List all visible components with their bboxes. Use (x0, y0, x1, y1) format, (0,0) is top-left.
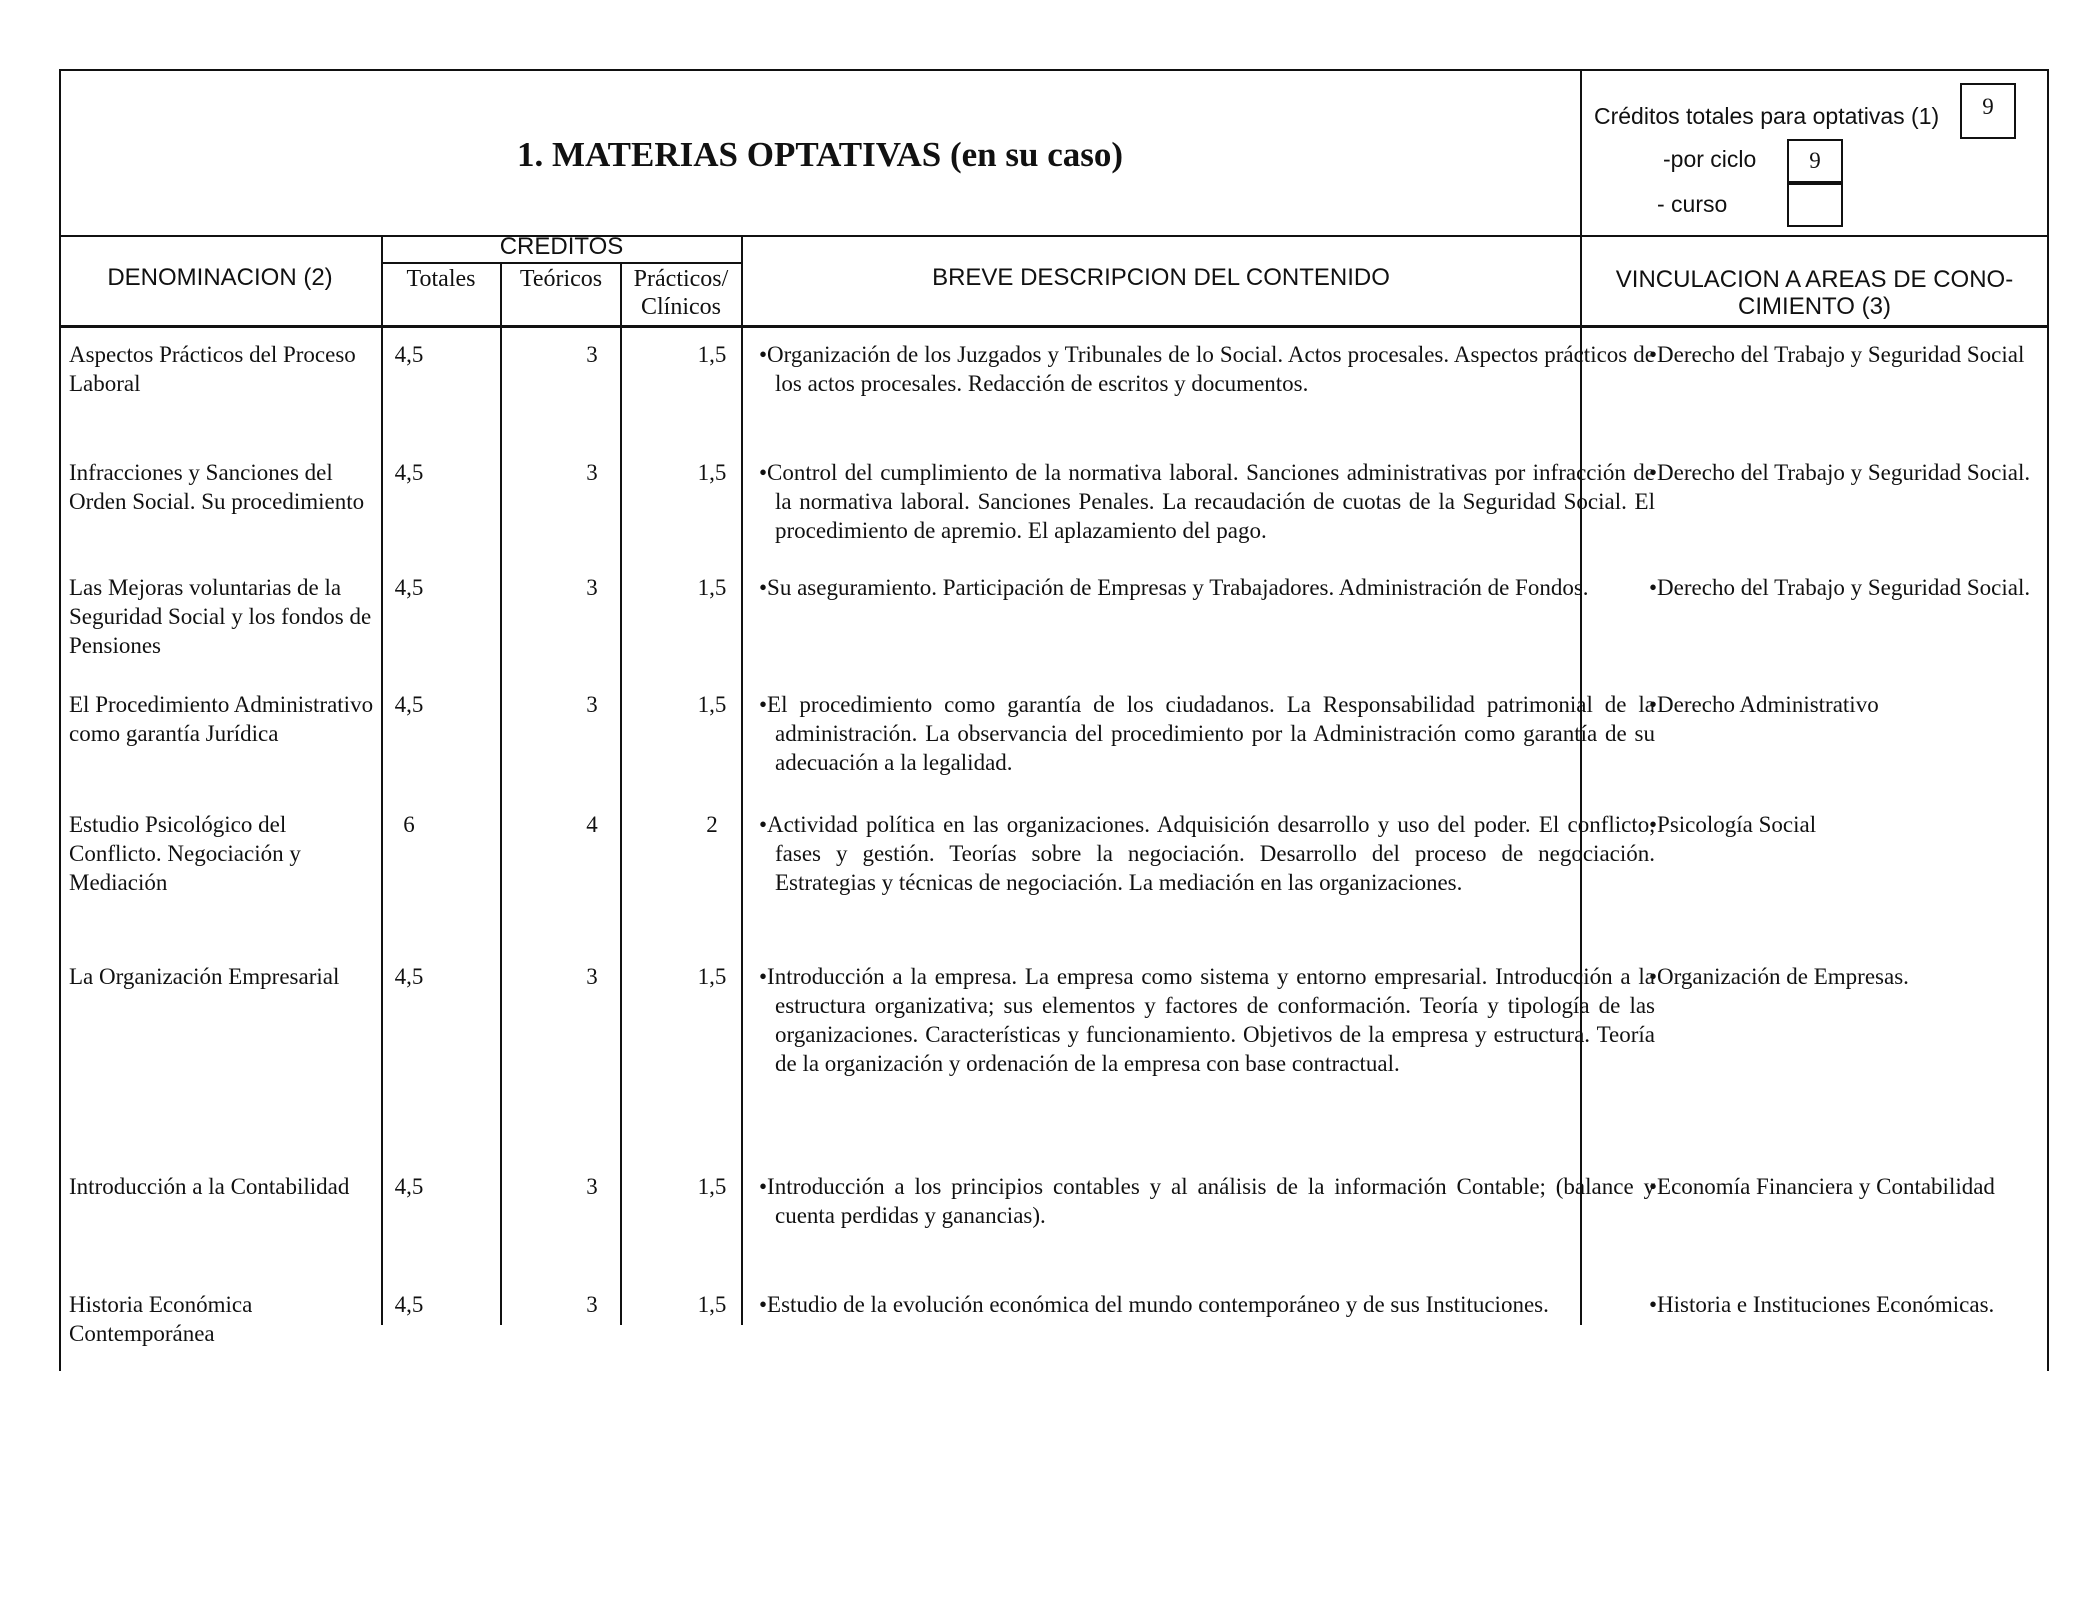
row-descripcion: •El procedimiento como garantía de los ciudadanos. La Responsabilidad patrimonial de la administración. La observancia del procedimiento por la Administración como garantía de su adecuación a la legalidad. (759, 692, 1655, 775)
col-divider-practicos (620, 262, 622, 1325)
row-totales: 4,5 (394, 1174, 424, 1199)
row-practicos: 2 (706, 812, 718, 837)
row-practicos: 1,5 (697, 575, 727, 600)
row-area: •Economía Financiera y Contabilidad (1649, 1174, 1995, 1199)
por-ciclo-label: -por ciclo (1663, 146, 1757, 172)
row-area: •Historia e Instituciones Económicas. (1649, 1292, 1995, 1317)
col-descripcion: BREVE DESCRIPCION DEL CONTENIDO (932, 264, 1390, 291)
row-teoricos: 4 (586, 812, 598, 837)
row-area: •Derecho Administrativo (1649, 692, 1879, 717)
row-denominacion: Las Mejoras voluntarias de la Seguridad Social y los fondos de Pensiones (69, 575, 372, 658)
row-area: •Psicología Social (1649, 812, 1817, 837)
row-teoricos: 3 (586, 1174, 598, 1199)
row-practicos: 1,5 (697, 1174, 727, 1199)
row-descripcion: •Introducción a los principios contables y al análisis de la información Contable; (balance y cuenta perdidas y ganancias). (759, 1174, 1655, 1228)
row-descripcion: •Organización de los Juzgados y Tribunales de lo Social. Actos procesales. Aspectos prácticos de los actos procesales. Redacción de escritos y documentos. (759, 342, 1655, 396)
col-creditos: CREDITOS (499, 233, 624, 260)
row-totales: 4,5 (394, 460, 424, 485)
row-totales: 4,5 (394, 692, 424, 717)
row-totales: 6 (403, 812, 415, 837)
col-divider-teoricos (500, 262, 502, 1325)
row-practicos: 1,5 (697, 460, 727, 485)
col-denominacion: DENOMINACION (2) (107, 264, 333, 291)
total-credits-label: Créditos totales para optativas (1) (1594, 103, 1940, 129)
row-denominacion: El Procedimiento Administrativo como garantía Jurídica (69, 692, 374, 746)
row-descripcion: •Estudio de la evolución económica del mundo contemporáneo y de sus Instituciones. (759, 1292, 1549, 1317)
row-teoricos: 3 (586, 460, 598, 485)
page-title: 1. MATERIAS OPTATIVAS (en su caso) (516, 135, 1124, 174)
row-descripcion: •Actividad política en las organizaciones. Adquisición desarrollo y uso del poder. El conflicto, fases y gestión. Teorías sobre la negociación. Desarrollo del proceso de negociación. Estrategias y técnicas de negociación. La mediación en las organizaciones. (759, 812, 1655, 895)
row-practicos: 1,5 (697, 342, 727, 367)
col-vinculacion-2: CIMIENTO (3) (1738, 293, 1891, 320)
row-totales: 4,5 (394, 1292, 424, 1317)
row-totales: 4,5 (394, 342, 424, 367)
row-teoricos: 3 (586, 575, 598, 600)
row-totales: 4,5 (394, 575, 424, 600)
total-credits-box: 9 (1960, 83, 2016, 139)
row-practicos: 1,5 (697, 692, 727, 717)
row-area: •Derecho del Trabajo y Seguridad Social (1649, 342, 2025, 367)
col-divider-totales (381, 235, 383, 1325)
col-divider-descripcion (741, 235, 743, 1325)
optional-credits-panel (1582, 69, 2047, 235)
row-teoricos: 3 (586, 692, 598, 717)
por-ciclo-box: 9 (1787, 139, 1843, 185)
col-divider-vinculacion (1580, 235, 1582, 1325)
row-descripcion: •Introducción a la empresa. La empresa como sistema y entorno empresarial. Introducción a la estructura organizativa; sus elementos y factores de conformación. Teoría y tipología de las organizaciones. Características y funcionamiento. Objetivos de la empresa y estructura. Teoría de la organización y ordenación de la empresa con base contractual. (759, 964, 1655, 1076)
row-area: •Organización de Empresas. (1649, 964, 1909, 989)
col-totales: Totales (406, 266, 476, 292)
row-denominacion: Infracciones y Sanciones del Orden Social. Su procedimiento (69, 460, 365, 514)
col-practicos-1: Prácticos/ (633, 266, 729, 292)
row-totales: 4,5 (394, 964, 424, 989)
row-denominacion: La Organización Empresarial (69, 964, 340, 989)
row-descripcion: •Control del cumplimiento de la normativa laboral. Sanciones administrativas por infracción de la normativa laboral. Sanciones Penales. La recaudación de cuotas de la Seguridad Social. El procedimiento de apremio. El aplazamiento del pago. (759, 460, 1655, 543)
col-teoricos: Teóricos (519, 266, 603, 292)
row-practicos: 1,5 (697, 1292, 727, 1317)
curso-label: - curso (1657, 191, 1728, 217)
row-denominacion: Estudio Psicológico del Conflicto. Negociación y Mediación (69, 812, 301, 895)
creditos-underline (381, 262, 742, 264)
row-area: •Derecho del Trabajo y Seguridad Social. (1649, 460, 2031, 485)
row-denominacion: Historia Económica Contemporánea (69, 1292, 253, 1346)
col-vinculacion-1: VINCULACION A AREAS DE CONO- (1615, 266, 2014, 293)
col-practicos-2: Clínicos (640, 294, 721, 320)
row-area: •Derecho del Trabajo y Seguridad Social. (1649, 575, 2031, 600)
row-descripcion: •Su aseguramiento. Participación de Empresas y Trabajadores. Administración de Fondos. (759, 575, 1589, 600)
row-teoricos: 3 (586, 342, 598, 367)
row-denominacion: Aspectos Prácticos del Proceso Laboral (69, 342, 356, 396)
row-teoricos: 3 (586, 964, 598, 989)
curso-box (1787, 181, 1843, 227)
row-denominacion: Introducción a la Contabilidad (69, 1174, 350, 1199)
row-teoricos: 3 (586, 1292, 598, 1317)
row-practicos: 1,5 (697, 964, 727, 989)
